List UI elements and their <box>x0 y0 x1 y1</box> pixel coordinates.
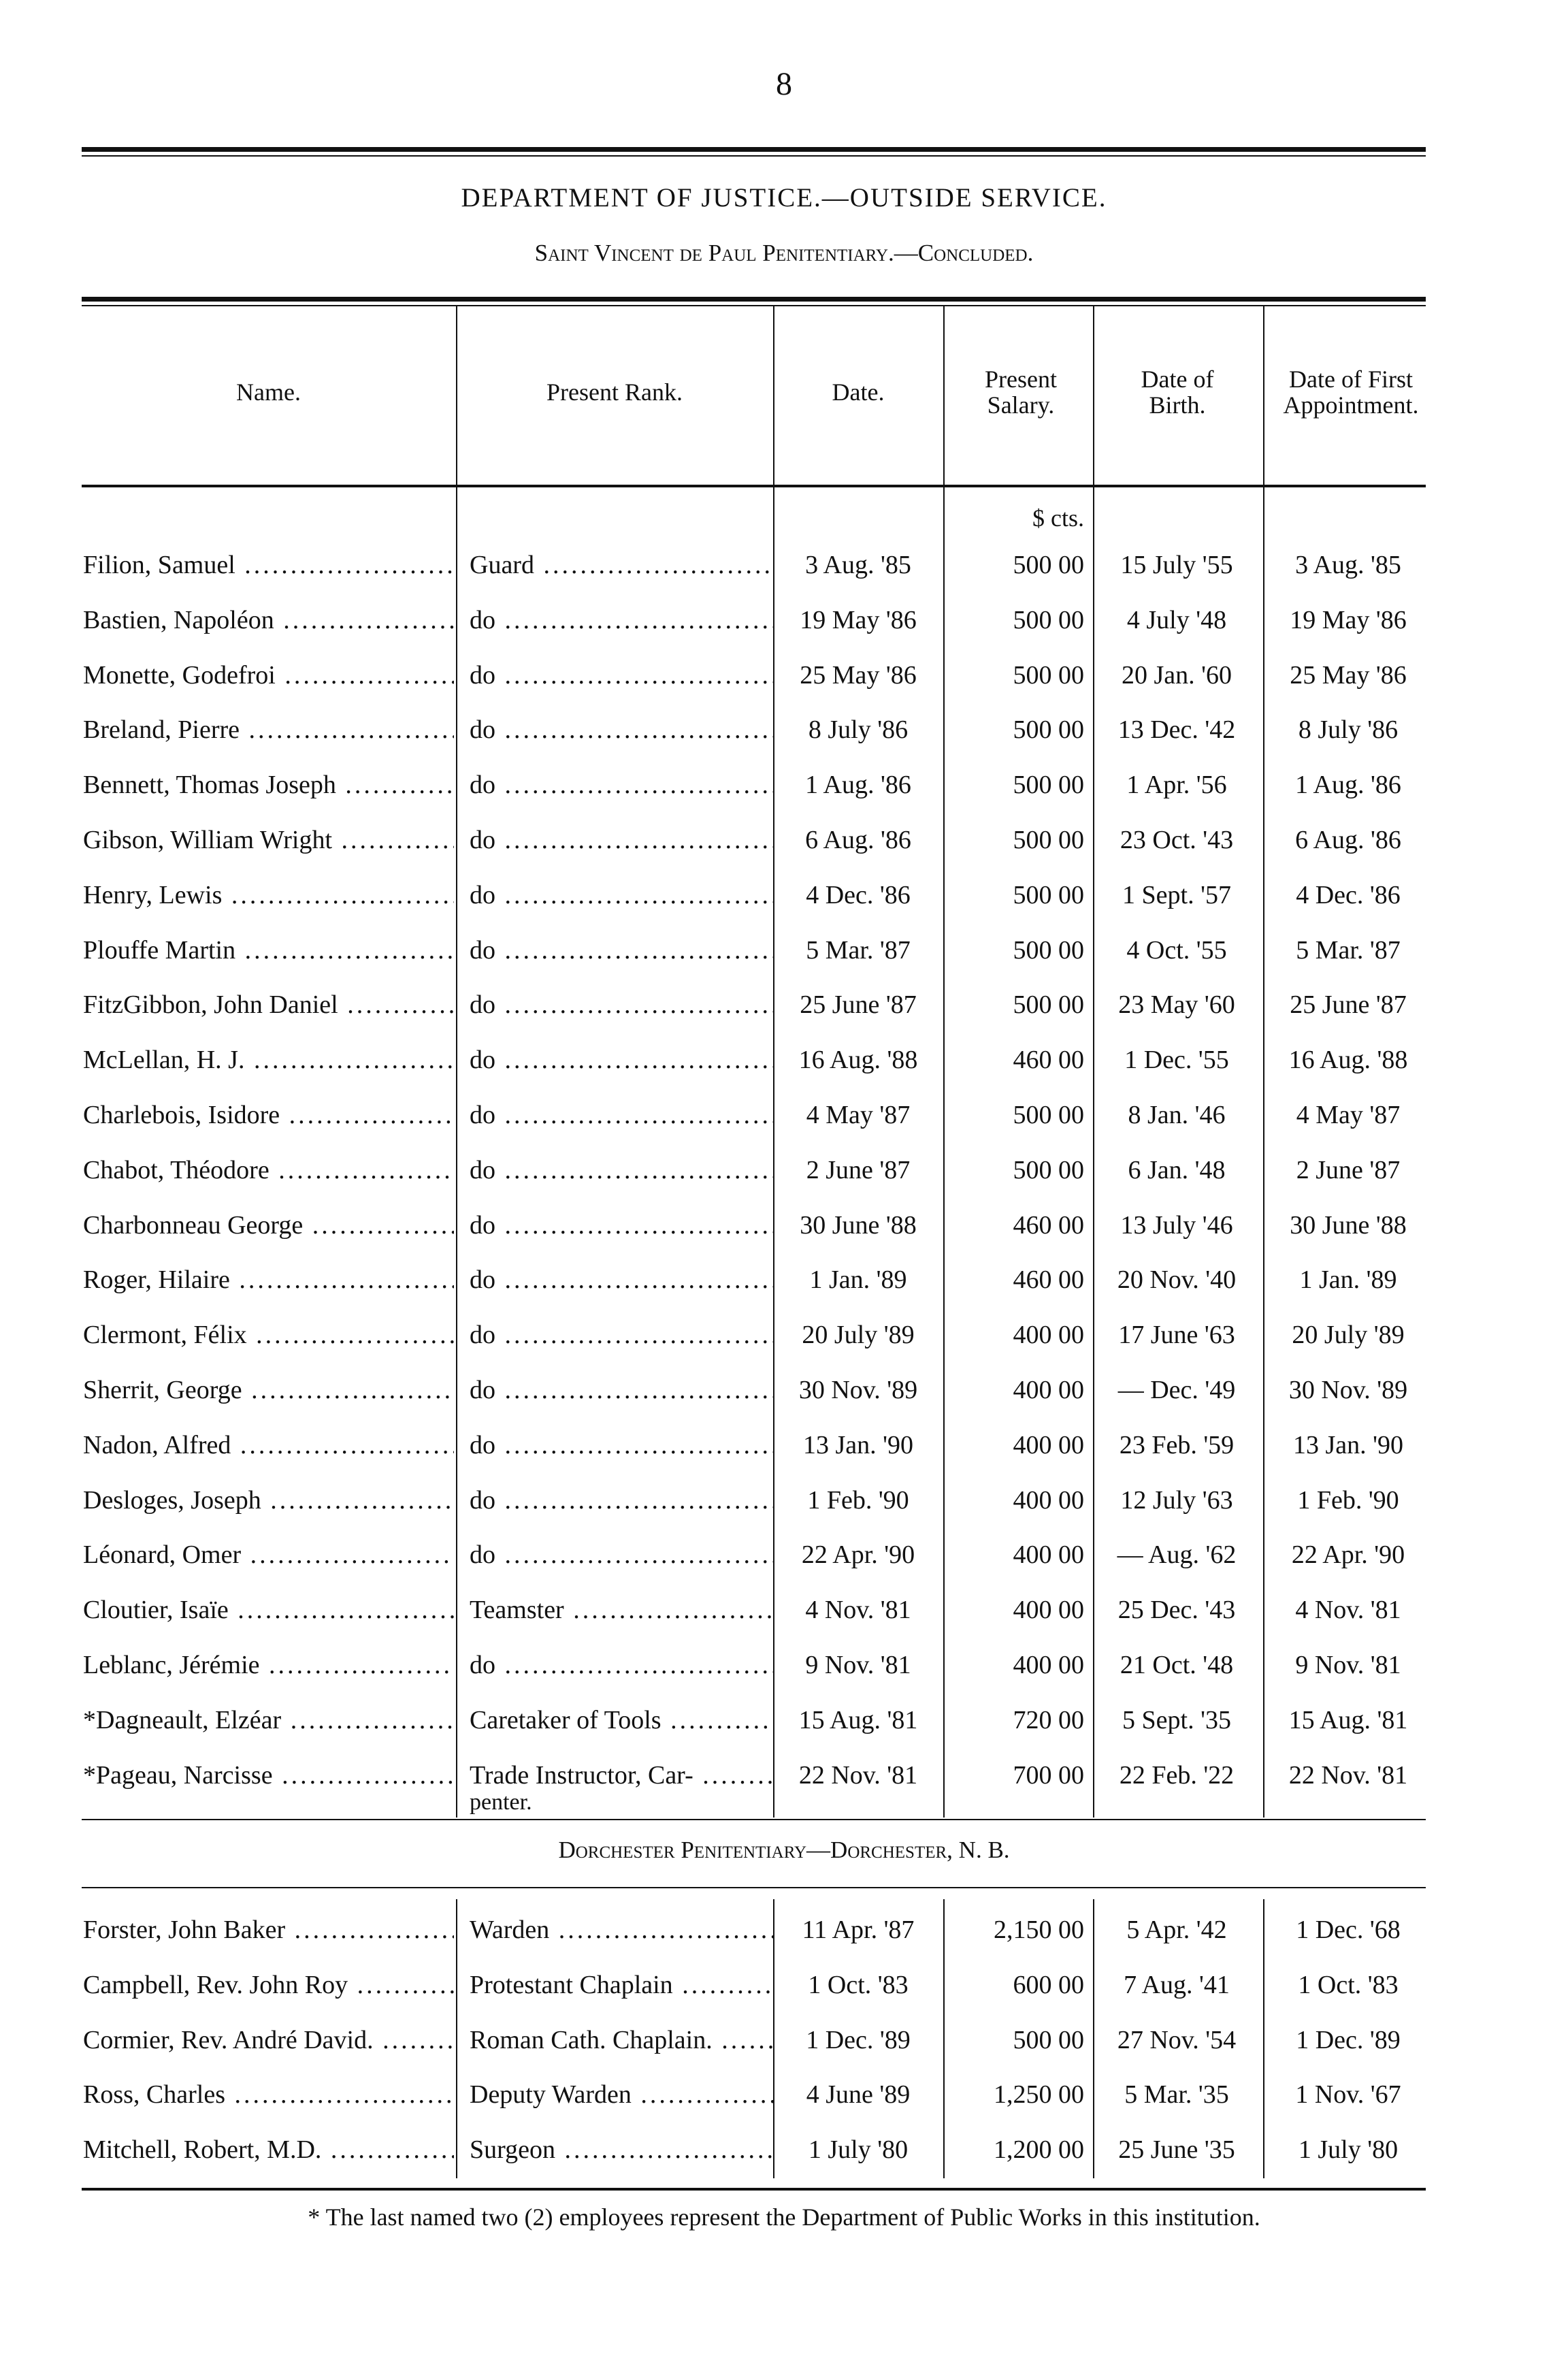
present-rank: do ..... <box>470 593 773 647</box>
date: 15 Aug. '81 <box>798 1705 918 1734</box>
present-rank: do ..... <box>470 1033 773 1087</box>
date: 13 Jan. '90 <box>802 1430 913 1459</box>
present-rank: do ..... <box>470 1308 773 1362</box>
date-of-birth: 23 May '60 <box>1118 990 1235 1020</box>
employee-name: Desloges, Joseph ..... <box>83 1473 454 1528</box>
date: 4 Nov. '81 <box>805 1596 911 1625</box>
present-rank: Surgeon ..... <box>470 2122 773 2177</box>
date-of-first-appointment: 16 Aug. '88 <box>1288 1046 1408 1075</box>
present-rank: do ..... <box>470 648 773 702</box>
table-row <box>0 702 1568 757</box>
date-of-first-appointment: 8 July '86 <box>1298 715 1399 745</box>
table-row <box>0 1693 1568 1747</box>
date-of-birth: 1 Dec. '55 <box>1124 1046 1229 1075</box>
date: 1 Dec. '89 <box>806 2025 911 2054</box>
present-salary: 400 00 <box>1013 1651 1084 1679</box>
employee-name: *Pageau, Narcisse ..... <box>83 1748 454 1803</box>
date-of-birth: 5 Apr. '42 <box>1126 1916 1227 1944</box>
employee-name: Breland, Pierre ..... <box>83 702 454 757</box>
date-of-first-appointment: 9 Nov. '81 <box>1295 1651 1401 1679</box>
date-of-first-appointment: 1 July '80 <box>1298 2135 1399 2165</box>
top-rule-thin <box>82 155 1426 157</box>
date: 8 July '86 <box>808 715 909 745</box>
date-of-first-appointment: 19 May '86 <box>1290 605 1407 634</box>
date: 1 Feb. '90 <box>807 1485 909 1515</box>
present-rank: do ..... <box>470 1473 773 1528</box>
present-salary: 500 00 <box>1013 605 1084 634</box>
present-rank: do ..... <box>470 1088 773 1142</box>
date-of-birth: 7 Aug. '41 <box>1124 1970 1230 1999</box>
table-row <box>0 1088 1568 1142</box>
present-rank: Guard ..... <box>470 538 773 592</box>
date-of-birth: — Dec. '49 <box>1117 1376 1236 1404</box>
date-of-birth: 1 Apr. '56 <box>1126 771 1227 800</box>
present-rank: Deputy Warden ..... <box>470 2067 773 2122</box>
present-salary: 500 00 <box>1013 715 1084 745</box>
date-of-first-appointment: 13 Jan. '90 <box>1292 1430 1403 1459</box>
present-rank: do ..... <box>470 702 773 757</box>
table-row <box>0 923 1568 978</box>
date-of-first-appointment: 15 Aug. '81 <box>1288 1705 1408 1734</box>
present-salary: 500 00 <box>1013 935 1084 965</box>
present-rank: do ..... <box>470 1638 773 1692</box>
date: 5 Mar. '87 <box>806 935 911 965</box>
present-rank: do ..... <box>470 978 773 1032</box>
present-rank: Roman Cath. Chaplain. ..... <box>470 2013 773 2067</box>
date: 30 June '88 <box>800 1210 917 1240</box>
present-rank: Trade Instructor, Car- ..... <box>470 1748 773 1803</box>
present-rank: do ..... <box>470 868 773 922</box>
date-of-birth: 22 Feb. '22 <box>1119 1760 1235 1790</box>
header-birth: Date of Birth. <box>1141 366 1214 419</box>
date: 1 Aug. '86 <box>805 771 911 800</box>
table-row <box>0 2122 1568 2177</box>
present-rank: do ..... <box>470 1363 773 1417</box>
present-salary: 1,200 00 <box>994 2135 1084 2165</box>
present-rank: do ..... <box>470 1143 773 1197</box>
present-salary: 500 00 <box>1013 1101 1084 1129</box>
date-of-birth: 25 June '35 <box>1118 2135 1235 2165</box>
present-rank: do ..... <box>470 1198 773 1253</box>
department-title: DEPARTMENT OF JUSTICE.—OUTSIDE SERVICE. <box>461 183 1107 212</box>
date-of-first-appointment: 1 Nov. '67 <box>1295 2080 1401 2110</box>
page-number: 8 <box>776 66 792 102</box>
present-salary: 600 00 <box>1013 1970 1084 1999</box>
present-rank: Caretaker of Tools ..... <box>470 1693 773 1747</box>
table-row <box>0 1583 1568 1637</box>
date: 9 Nov. '81 <box>805 1651 911 1679</box>
present-rank: Teamster ..... <box>470 1583 773 1637</box>
date-of-birth: — Aug. '62 <box>1117 1540 1237 1570</box>
employee-name: Leblanc, Jérémie ..... <box>83 1638 454 1692</box>
section1-bottom-rule <box>82 1819 1426 1820</box>
present-rank: Protestant Chaplain ..... <box>470 1958 773 2012</box>
date: 1 Jan. '89 <box>809 1265 907 1295</box>
date-of-first-appointment: 1 Jan. '89 <box>1299 1265 1397 1295</box>
table-row <box>0 978 1568 1032</box>
salary-units: $ cts. <box>1032 504 1084 532</box>
date-of-birth: 17 June '63 <box>1118 1321 1235 1350</box>
employee-name: Charbonneau George ..... <box>83 1198 454 1253</box>
date-of-first-appointment: 4 Nov. '81 <box>1295 1596 1401 1625</box>
present-salary: 500 00 <box>1013 990 1084 1020</box>
employee-name: FitzGibbon, John Daniel ..... <box>83 978 454 1032</box>
employee-name: Mitchell, Robert, M.D. ..... <box>83 2122 454 2177</box>
table-row <box>0 1528 1568 1582</box>
date-of-birth: 5 Sept. '35 <box>1122 1705 1231 1734</box>
date-of-first-appointment: 20 July '89 <box>1292 1321 1405 1350</box>
table-row <box>0 1418 1568 1472</box>
table-row <box>0 1363 1568 1417</box>
table-row <box>0 538 1568 592</box>
date-of-first-appointment: 22 Nov. '81 <box>1288 1760 1408 1790</box>
table-row <box>0 1958 1568 2012</box>
employee-name: Nadon, Alfred ..... <box>83 1418 454 1472</box>
employee-name: Cloutier, Isaïe ..... <box>83 1583 454 1637</box>
employee-name: Filion, Samuel ..... <box>83 538 454 592</box>
table-row <box>0 1143 1568 1197</box>
date-of-first-appointment: 30 June '88 <box>1290 1210 1407 1240</box>
date: 4 May '87 <box>806 1101 911 1129</box>
date-of-birth: 6 Jan. '48 <box>1128 1155 1226 1184</box>
date-of-first-appointment: 25 May '86 <box>1290 660 1407 690</box>
date-of-birth: 4 July '48 <box>1126 605 1227 634</box>
employee-name: Bastien, Napoléon ..... <box>83 593 454 647</box>
table-row <box>0 1033 1568 1087</box>
present-salary: 500 00 <box>1013 660 1084 690</box>
section-title-dorchester: Dorchester Penitentiary—Dorchester, N. B. <box>558 1837 1010 1863</box>
present-salary: 500 00 <box>1013 771 1084 800</box>
employee-name: Plouffe Martin ..... <box>83 923 454 978</box>
date-of-birth: 20 Jan. '60 <box>1121 660 1232 690</box>
header-bottom-rule <box>82 485 1426 487</box>
present-salary: 700 00 <box>1013 1760 1084 1790</box>
date: 2 June '87 <box>806 1155 911 1184</box>
date-of-first-appointment: 6 Aug. '86 <box>1295 826 1401 854</box>
present-rank: do ..... <box>470 1528 773 1582</box>
present-salary: 720 00 <box>1013 1705 1084 1734</box>
date: 19 May '86 <box>800 605 917 634</box>
date: 4 Dec. '86 <box>806 880 911 909</box>
footnote: * The last named two (2) employees represent the Department of Public Works in this institution. <box>308 2203 1260 2231</box>
present-salary: 460 00 <box>1013 1210 1084 1240</box>
date: 6 Aug. '86 <box>805 826 911 854</box>
date-of-birth: 4 Oct. '55 <box>1126 935 1227 965</box>
employee-name: Henry, Lewis ..... <box>83 868 454 922</box>
employee-name: Cormier, Rev. André David. ..... <box>83 2013 454 2067</box>
present-salary: 500 00 <box>1013 551 1084 579</box>
employee-name: Chabot, Théodore ..... <box>83 1143 454 1197</box>
date: 25 June '87 <box>800 990 917 1020</box>
date: 30 Nov. '89 <box>798 1376 918 1404</box>
table-row <box>0 1638 1568 1692</box>
employee-name: Monette, Godefroi ..... <box>83 648 454 702</box>
employee-name: Ross, Charles ..... <box>83 2067 454 2122</box>
date: 22 Apr. '90 <box>801 1540 915 1570</box>
section-title-st-vincent: Saint Vincent de Paul Penitentiary.—Concluded. <box>534 240 1034 266</box>
date: 16 Aug. '88 <box>798 1046 918 1075</box>
present-rank: do ..... <box>470 813 773 867</box>
present-salary: 1,250 00 <box>994 2080 1084 2110</box>
date-of-first-appointment: 22 Apr. '90 <box>1291 1540 1405 1570</box>
present-salary: 500 00 <box>1013 2025 1084 2054</box>
table-row <box>0 758 1568 812</box>
present-salary: 460 00 <box>1013 1046 1084 1075</box>
present-salary: 460 00 <box>1013 1265 1084 1295</box>
date-of-birth: 15 July '55 <box>1120 551 1233 579</box>
table-row <box>0 813 1568 867</box>
table-row <box>0 1903 1568 1957</box>
present-salary: 400 00 <box>1013 1430 1084 1459</box>
date: 11 Apr. '87 <box>802 1916 915 1944</box>
date-of-first-appointment: 3 Aug. '85 <box>1295 551 1401 579</box>
header-salary: Present Salary. <box>985 366 1057 419</box>
present-salary: 400 00 <box>1013 1321 1084 1350</box>
date-of-birth: 23 Feb. '59 <box>1119 1430 1235 1459</box>
table-row <box>0 1253 1568 1307</box>
present-rank: Warden ..... <box>470 1903 773 1957</box>
present-rank: do ..... <box>470 923 773 978</box>
table-row <box>0 2013 1568 2067</box>
date-of-first-appointment: 5 Mar. '87 <box>1296 935 1401 965</box>
present-salary: 2,150 00 <box>994 1916 1084 1944</box>
date-of-birth: 13 July '46 <box>1120 1210 1233 1240</box>
present-rank: do ..... <box>470 758 773 812</box>
present-rank: do ..... <box>470 1253 773 1307</box>
employee-name: Forster, John Baker ..... <box>83 1903 454 1957</box>
date: 25 May '86 <box>800 660 917 690</box>
header-rank: Present Rank. <box>546 378 683 406</box>
date-of-first-appointment: 1 Aug. '86 <box>1295 771 1401 800</box>
present-salary: 400 00 <box>1013 1376 1084 1404</box>
date-of-first-appointment: 1 Oct. '83 <box>1298 1970 1399 1999</box>
header-date: Date. <box>832 378 885 406</box>
date-of-birth: 13 Dec. '42 <box>1117 715 1236 745</box>
footnote-rule <box>82 2188 1426 2191</box>
present-salary: 500 00 <box>1013 880 1084 909</box>
employee-name: Roger, Hilaire ..... <box>83 1253 454 1307</box>
date-of-birth: 27 Nov. '54 <box>1117 2025 1237 2054</box>
table-row <box>0 648 1568 702</box>
employee-name: Charlebois, Isidore ..... <box>83 1088 454 1142</box>
date: 4 June '89 <box>806 2080 911 2110</box>
date: 1 July '80 <box>808 2135 909 2165</box>
present-salary: 400 00 <box>1013 1485 1084 1515</box>
date: 1 Oct. '83 <box>808 1970 909 1999</box>
top-rule <box>82 147 1426 152</box>
employee-name: Clermont, Félix ..... <box>83 1308 454 1362</box>
date: 22 Nov. '81 <box>798 1760 918 1790</box>
date-of-birth: 5 Mar. '35 <box>1124 2080 1229 2110</box>
table-row <box>0 1308 1568 1362</box>
table-row <box>0 1748 1568 1815</box>
date-of-first-appointment: 1 Feb. '90 <box>1297 1485 1399 1515</box>
present-rank-continued: penter. <box>470 1789 532 1815</box>
present-salary: 400 00 <box>1013 1540 1084 1570</box>
employee-name: McLellan, H. J. ..... <box>83 1033 454 1087</box>
table-row <box>0 1473 1568 1528</box>
employee-name: Bennett, Thomas Joseph ..... <box>83 758 454 812</box>
date-of-first-appointment: 1 Dec. '68 <box>1296 1916 1401 1944</box>
table-row <box>0 2067 1568 2122</box>
employee-name: *Dagneault, Elzéar ..... <box>83 1693 454 1747</box>
date-of-birth: 20 Nov. '40 <box>1117 1265 1237 1295</box>
header-name: Name. <box>236 378 301 406</box>
date-of-birth: 21 Oct. '48 <box>1120 1651 1234 1679</box>
date-of-birth: 1 Sept. '57 <box>1122 880 1231 909</box>
employee-name: Gibson, William Wright ..... <box>83 813 454 867</box>
header-first-appointment: Date of First Appointment. <box>1283 366 1419 419</box>
section2-top-rule <box>82 1887 1426 1888</box>
date-of-first-appointment: 30 Nov. '89 <box>1288 1376 1408 1404</box>
date-of-first-appointment: 4 Dec. '86 <box>1296 880 1401 909</box>
table-row <box>0 593 1568 647</box>
date-of-birth: 25 Dec. '43 <box>1117 1596 1236 1625</box>
date-of-first-appointment: 2 June '87 <box>1296 1155 1401 1184</box>
date-of-birth: 8 Jan. '46 <box>1128 1101 1226 1129</box>
table-row <box>0 1198 1568 1253</box>
present-rank: do ..... <box>470 1418 773 1472</box>
date: 3 Aug. '85 <box>805 551 911 579</box>
date-of-birth: 23 Oct. '43 <box>1120 826 1234 854</box>
date-of-first-appointment: 4 May '87 <box>1296 1101 1401 1129</box>
date-of-first-appointment: 25 June '87 <box>1290 990 1407 1020</box>
date-of-birth: 12 July '63 <box>1120 1485 1233 1515</box>
employee-name: Campbell, Rev. John Roy ..... <box>83 1958 454 2012</box>
present-salary: 500 00 <box>1013 1155 1084 1184</box>
present-salary: 400 00 <box>1013 1596 1084 1625</box>
table-row <box>0 868 1568 922</box>
present-salary: 500 00 <box>1013 826 1084 854</box>
employee-name: Sherrit, George ..... <box>83 1363 454 1417</box>
date: 20 July '89 <box>802 1321 915 1350</box>
employee-name: Léonard, Omer ..... <box>83 1528 454 1582</box>
date-of-first-appointment: 1 Dec. '89 <box>1296 2025 1401 2054</box>
